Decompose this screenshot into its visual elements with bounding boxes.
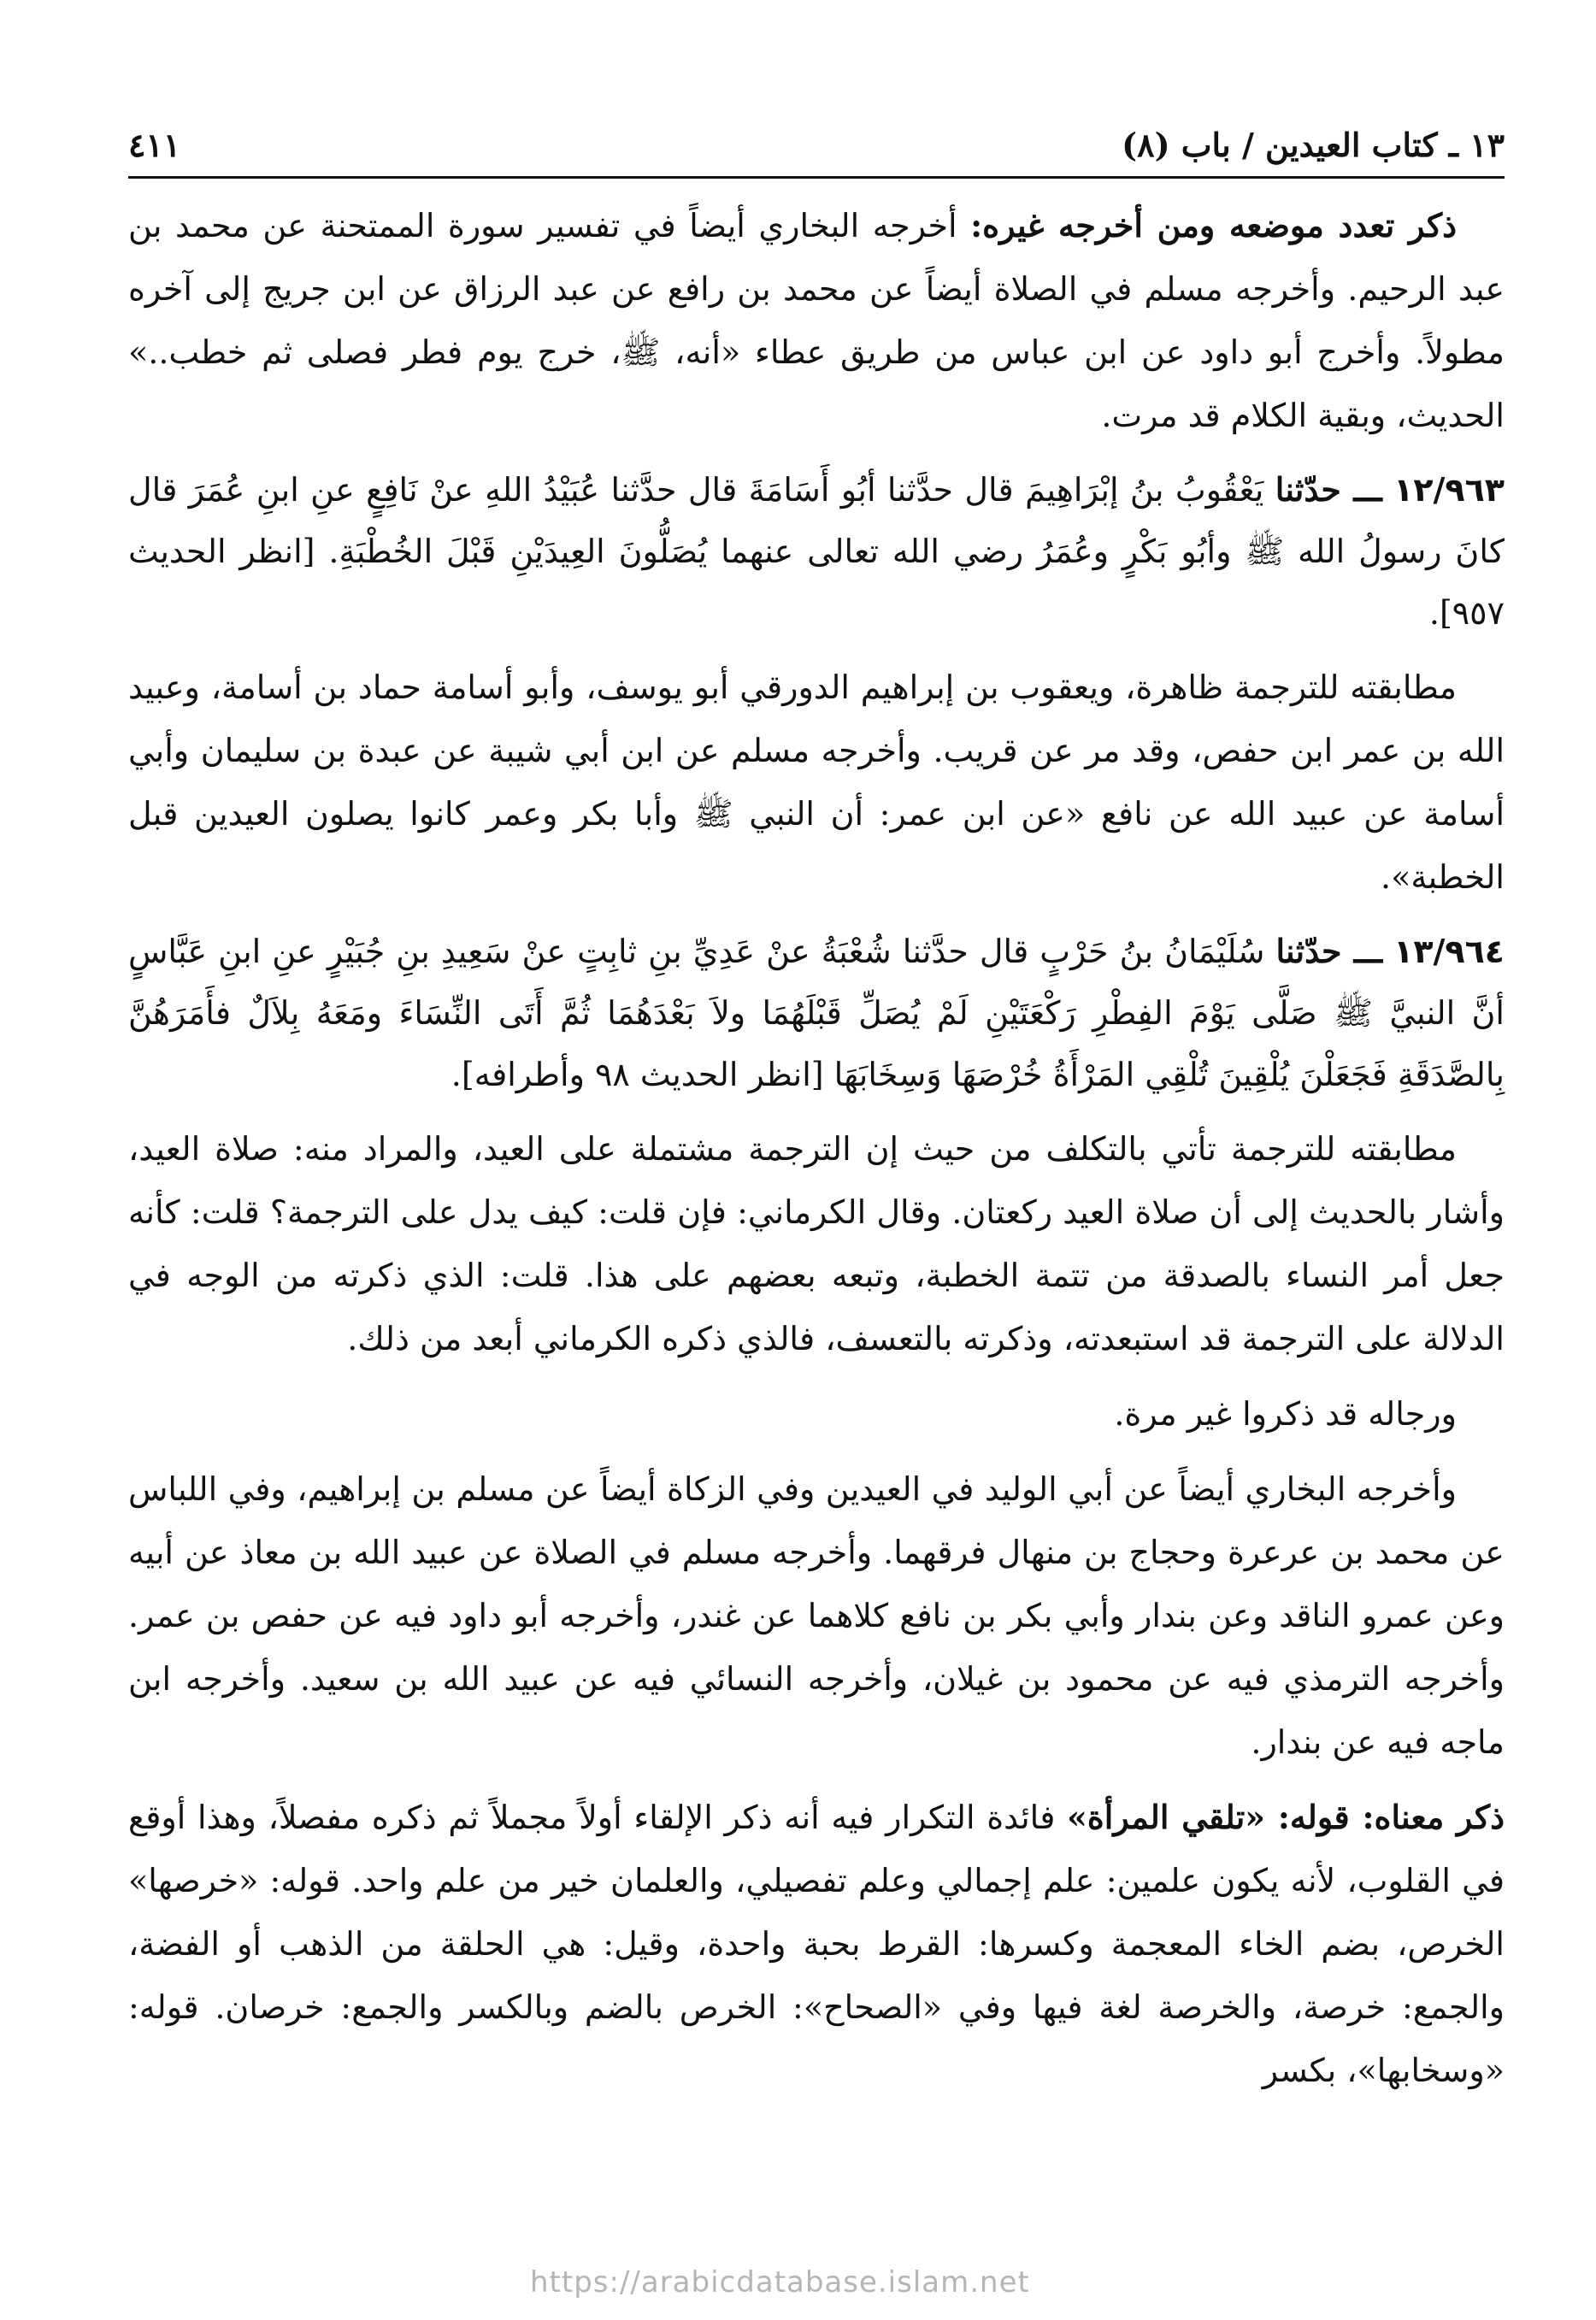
hadith-number: ١٢/٩٦٣ <box>1393 471 1505 509</box>
hadith-text: سُلَيْمَانُ بنُ حَرْبٍ قال حدَّثنا شُعْبَةُ عنْ عَدِيِّ بنِ ثابِتٍ عنْ سَعِيدِ بنِ جُبَيْرٍ عنِ ابنِ عَبَّاسٍ أنَّ النبيَّ ﷺ صَلَّى يَوْمَ الفِطْرِ رَكْعَتَيْنِ لَمْ يُصَلِّ قَبْلَهُمَا ولاَ بَعْدَهُمَا ثُمَّ أَتَى النِّسَاءَ ومَعَهُ بِلاَلٌ فأَمَرَهُنَّ بِالصَّدَقَةِ فَجَعَلْنَ يُلْقِينَ تُلْقِي المَرْأَةُ خُرْصَهَا وَسِخَابَهَا [انظر الحديث ٩٨ وأطرافه]. <box>128 933 1505 1093</box>
page-number: ٤١١ <box>128 126 181 164</box>
paragraph-meaning <box>128 1786 1505 2102</box>
hadith-text: يَعْقُوبُ بنُ إبْرَاهِيمَ قال حدَّثنا أبُو أَسَامَةَ قال حدَّثنا عُبَيْدُ اللهِ عنْ نَافِعٍ عنِ ابنِ عُمَرَ قال كانَ رسولُ الله ﷺ وأبُو بَكْرٍ وعُمَرُ رضي الله تعالى عنهما يُصَلُّونَ العِيدَيْنِ قَبْلَ الخُطْبَةِ. [انظر الحديث ٩٥٧]. <box>128 471 1505 632</box>
paragraph-commentary-963 <box>128 656 1505 909</box>
paragraph-takhrij <box>128 194 1505 447</box>
paragraph-text: وأخرجه البخاري أيضاً عن أبي الوليد في العيدين وفي الزكاة أيضاً عن مسلم بن إبراهيم، وفي اللباس عن محمد بن عرعرة وحجاج بن منهال فرقهما. وأخرجه مسلم في الصلاة عن عبيد الله بن معاذ عن أبيه وعن عمرو الناقد وعن بندار وأبي بكر بن نافع كلاهما عن غندر، وأخرجه أبو داود فيه عن حفص بن عمر. وأخرجه الترمذي فيه عن محمود بن غيلان، وأخرجه النسائي فيه عن عبيد الله بن سعيد. وأخرجه ابن ماجه فيه عن بندار. <box>128 1470 1505 1761</box>
paragraph-text: مطابقته للترجمة تأتي بالتكلف من حيث إن الترجمة مشتملة على العيد، والمراد منه: صلاة العيد، وأشار بالحديث إلى أن صلاة العيد ركعتان. وقال الكرماني: فإن قلت: كيف يدل على الترجمة؟ قلت: كأنه جعل أمر النساء بالصدقة من تتمة الخطبة، وتبعه بعضهم على هذا. قلت: الذي ذكرته من الوجه في الدلالة على الترجمة قد استبعدته، وذكرته بالتعسف، فالذي ذكره الكرماني أبعد من ذلك. <box>128 1130 1505 1357</box>
paragraph-sources <box>128 1457 1505 1774</box>
watermark-url: https://arabicdatabase.islam.net <box>530 2265 1030 2299</box>
paragraph-narrators <box>128 1382 1505 1446</box>
page-body <box>128 194 1505 2102</box>
hadith-number: ١٣/٩٦٤ <box>1393 933 1505 970</box>
paragraph-text: أخرجه البخاري أيضاً في تفسير سورة الممتحنة عن محمد بن عبد الرحيم. وأخرجه مسلم في الصلاة أيضاً عن محمد بن رافع عن عبد الرزاق عن ابن جريج إلى آخره مطولاً. وأخرج أبو داود عن ابن عباس من طريق عطاء «أنه، ﷺ، خرج يوم فطر فصلى ثم خطب..» الحديث، وبقية الكلام قد مرت. <box>128 207 1505 434</box>
paragraph-text: ورجاله قد ذكروا غير مرة. <box>1114 1395 1457 1433</box>
running-header <box>128 120 1505 179</box>
section-heading: ذكر تعدد موضعه ومن أخرجه غيره: <box>970 206 1457 244</box>
hadith-963 <box>128 459 1505 644</box>
paragraph-text: مطابقته للترجمة ظاهرة، ويعقوب بن إبراهيم الدورقي أبو يوسف، وأبو أسامة حماد بن أسامة، وعبيد الله بن عمر ابن حفص، وقد مر عن قريب. وأخرجه مسلم عن ابن أبي شيبة عن عبدة بن سليمان وأبي أسامة عن عبيد الله عن نافع «عن ابن عمر: أن النبي ﷺ وأبا بكر وعمر كانوا يصلون العيدين قبل الخطبة». <box>128 668 1505 896</box>
hadith-opening: ـــ حدّثنا <box>1275 470 1382 509</box>
paragraph-text: فائدة التكرار فيه أنه ذكر الإلقاء أولاً مجملاً ثم ذكره مفصلاً، وهذا أوقع في القلوب، لأنه يكون علمين: علم إجمالي وعلم تفصيلي، والعلمان خير من علم واحد. قوله: «خرصها» الخرص، بضم الخاء المعجمة وكسرها: القرط بحبة واحدة، وقيل: هي الحلقة من الذهب أو الفضة، والجمع: خرصة، والخرصة لغة فيها وفي «الصحاح»: الخرص بالضم وبالكسر والجمع: خرصان. قوله: «وسخابها»، بكسر <box>128 1799 1505 2089</box>
chapter-title: ١٣ ـ كتاب العيدين / باب (٨) <box>1122 126 1505 164</box>
paragraph-commentary-964 <box>128 1117 1505 1370</box>
document-page <box>128 120 1505 2291</box>
hadith-opening: ـــ حدّثنا <box>1275 932 1383 970</box>
section-heading: ذكر معناه: قوله: «تلقي المرأة» <box>1067 1798 1505 1836</box>
hadith-964 <box>128 921 1505 1105</box>
